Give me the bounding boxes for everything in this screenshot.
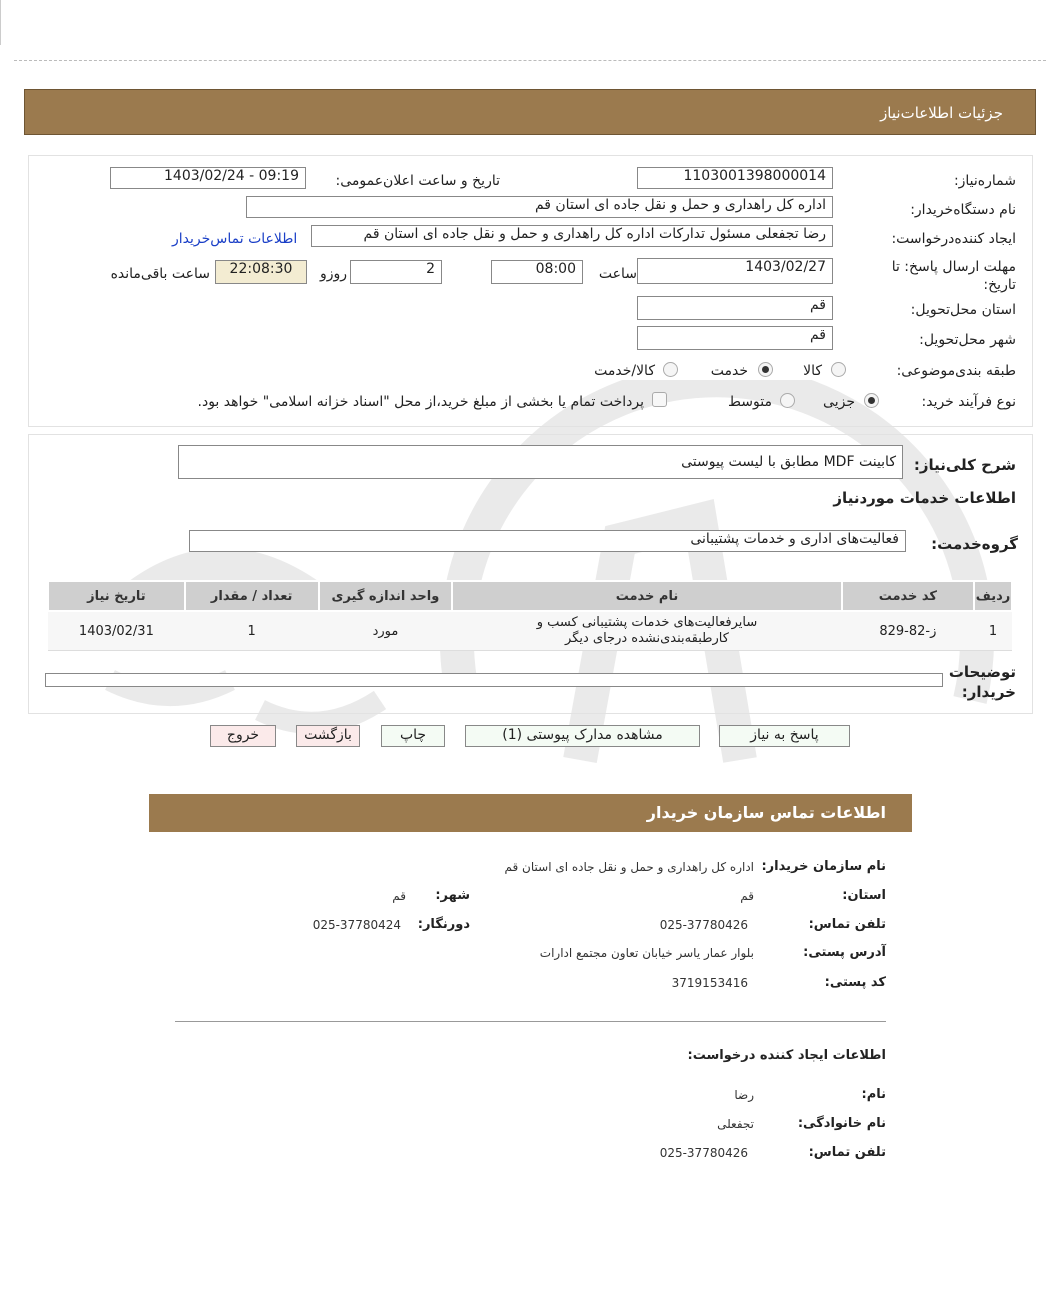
cell-row: 1 [974, 611, 1012, 651]
creator-phone-label: تلفن تماس: [808, 1145, 886, 1160]
category-goods-service-radio[interactable] [663, 362, 678, 377]
page-header [24, 89, 1036, 135]
cell-unit: مورد [319, 611, 453, 651]
service-group-field: فعالیت‌های اداری و خدمات پشتیبانی [189, 530, 906, 552]
contact-address-value: بلوار عمار یاسر خیابان تعاون مجتمع ادارات [539, 946, 754, 960]
announce-field: 1403/02/24 - 09:19 [110, 167, 306, 189]
buyer-org-field: اداره کل راهداری و حمل و نقل جاده ای استان قم [246, 196, 833, 218]
process-label: نوع فرآیند خرید: [921, 394, 1016, 410]
deadline-label: مهلت ارسال پاسخ: تا تاریخ: [891, 259, 1016, 293]
contact-address-label: آدرس پستی: [803, 945, 886, 960]
remaining-label: ساعت باقی‌مانده [110, 266, 210, 282]
cell-name-line2: کارطبقه‌بندی‌نشده درجای دیگر [565, 631, 729, 646]
view-documents-button[interactable]: مشاهده مدارک پیوستی (1) [465, 725, 700, 747]
category-goods-service-label: کالا/خدمت [594, 363, 655, 379]
exit-button[interactable]: خروج [210, 725, 276, 747]
contact-phone-value: 025-37780426 [659, 918, 748, 932]
days-label: روزو [319, 266, 347, 282]
province-field: قم [637, 296, 833, 320]
creator-name-value: رضا [734, 1088, 754, 1102]
contact-postal-label: کد پستی: [824, 975, 886, 990]
cell-code: ز-82-829 [842, 611, 974, 651]
top-divider [14, 60, 1046, 61]
treasury-payment-checkbox[interactable] [652, 392, 667, 407]
creator-family-value: تجفعلی [717, 1117, 754, 1131]
services-heading: اطلاعات خدمات موردنیاز [833, 489, 1016, 507]
city-label: شهر محل‌تحویل: [919, 332, 1016, 348]
page-title: جزئیات اطلاعات‌نیاز [880, 104, 1003, 122]
reply-button[interactable]: پاسخ به نیاز [719, 725, 850, 747]
deadline-date-field: 1403/02/27 [637, 258, 833, 284]
services-table [47, 580, 1013, 651]
buyer-notes-label [949, 662, 1016, 702]
contact-city-label: شهر: [435, 888, 470, 903]
contact-heading: اطلاعات تماس سازمان خریدار [646, 803, 886, 822]
table-row [48, 611, 1012, 651]
need-number-field: 1103001398000014 [637, 167, 833, 189]
col-name: نام خدمت [452, 581, 841, 611]
process-minor-radio[interactable] [864, 393, 879, 408]
cell-name-line1: سایرفعالیت‌های خدمات پشتیبانی کسب و [536, 615, 758, 630]
page-edge [0, 0, 1, 45]
general-desc-label: شرح کلی‌نیاز: [913, 456, 1016, 474]
cell-date: 1403/02/31 [48, 611, 185, 651]
contact-org-label: نام سازمان خریدار: [761, 859, 886, 874]
contact-city-value: قم [392, 889, 406, 903]
treasury-payment-note: پرداخت تمام یا بخشی از مبلغ خرید،از محل "اسناد خزانه اسلامی" خواهد بود. [197, 394, 644, 410]
col-row: ردیف [974, 581, 1012, 611]
col-unit: واحد اندازه گیری [319, 581, 453, 611]
category-service-label: خدمت [710, 363, 748, 379]
contact-province-label: استان: [842, 888, 886, 903]
buyer-contact-link[interactable]: اطلاعات تماس‌خریدار [172, 231, 298, 247]
buyer-notes-field [45, 673, 943, 687]
category-service-radio[interactable] [758, 362, 773, 377]
service-group-label: گروه‌خدمت: [931, 535, 1018, 553]
creator-family-label: نام خانوادگی: [797, 1116, 886, 1131]
time-label: ساعت [598, 266, 637, 282]
print-button[interactable]: چاپ [381, 725, 445, 747]
contact-province-value: قم [740, 889, 754, 903]
cell-qty: 1 [185, 611, 319, 651]
contact-postal-value: 3719153416 [671, 976, 748, 990]
col-date: تاریخ نیاز [48, 581, 185, 611]
creator-field: رضا تجفعلی مسئول تدارکات اداره کل راهداری و حمل و نقل جاده ای استان قم [311, 225, 833, 247]
process-minor-label: جزیی [823, 394, 855, 410]
process-medium-radio[interactable] [780, 393, 795, 408]
cell-name [452, 611, 841, 651]
category-label: طبقه بندی‌موضوعی: [896, 363, 1016, 379]
buyer-org-label: نام دستگاه‌خریدار: [910, 202, 1016, 218]
category-goods-label: کالا [803, 363, 822, 379]
creator-label: ایجاد کننده‌درخواست: [891, 231, 1016, 247]
province-label: استان محل‌تحویل: [910, 302, 1016, 318]
days-field: 2 [350, 260, 442, 284]
col-qty: تعداد / مقدار [185, 581, 319, 611]
category-goods-radio[interactable] [831, 362, 846, 377]
creator-phone-value: 025-37780426 [659, 1146, 748, 1160]
contact-separator [175, 1021, 886, 1022]
contact-org-value: اداره کل راهداری و حمل و نقل جاده ای استان قم [504, 860, 754, 874]
general-desc-field: کابینت MDF مطابق با لیست پیوستی [178, 445, 903, 479]
col-code: کد خدمت [842, 581, 974, 611]
contact-header [149, 794, 912, 832]
creator-name-label: نام: [861, 1087, 886, 1102]
buyer-notes-label-line1: توضیحات [948, 663, 1016, 681]
process-medium-label: متوسط [728, 394, 772, 410]
contact-phone-label: تلفن تماس: [808, 917, 886, 932]
announce-label: تاریخ و ساعت اعلان‌عمومی: [335, 173, 500, 189]
contact-fax-label: دورنگار: [417, 917, 470, 932]
contact-fax-value: 025-37780424 [312, 918, 401, 932]
remaining-time-field: 22:08:30 [215, 260, 307, 284]
city-field: قم [637, 326, 833, 350]
back-button[interactable]: بازگشت [296, 725, 360, 747]
need-number-label: شماره‌نیاز: [953, 173, 1016, 189]
buyer-notes-label-line2: خریدار: [961, 683, 1016, 701]
deadline-time-field: 08:00 [491, 260, 583, 284]
creator-info-heading: اطلاعات ایجاد کننده درخواست: [687, 1048, 886, 1063]
